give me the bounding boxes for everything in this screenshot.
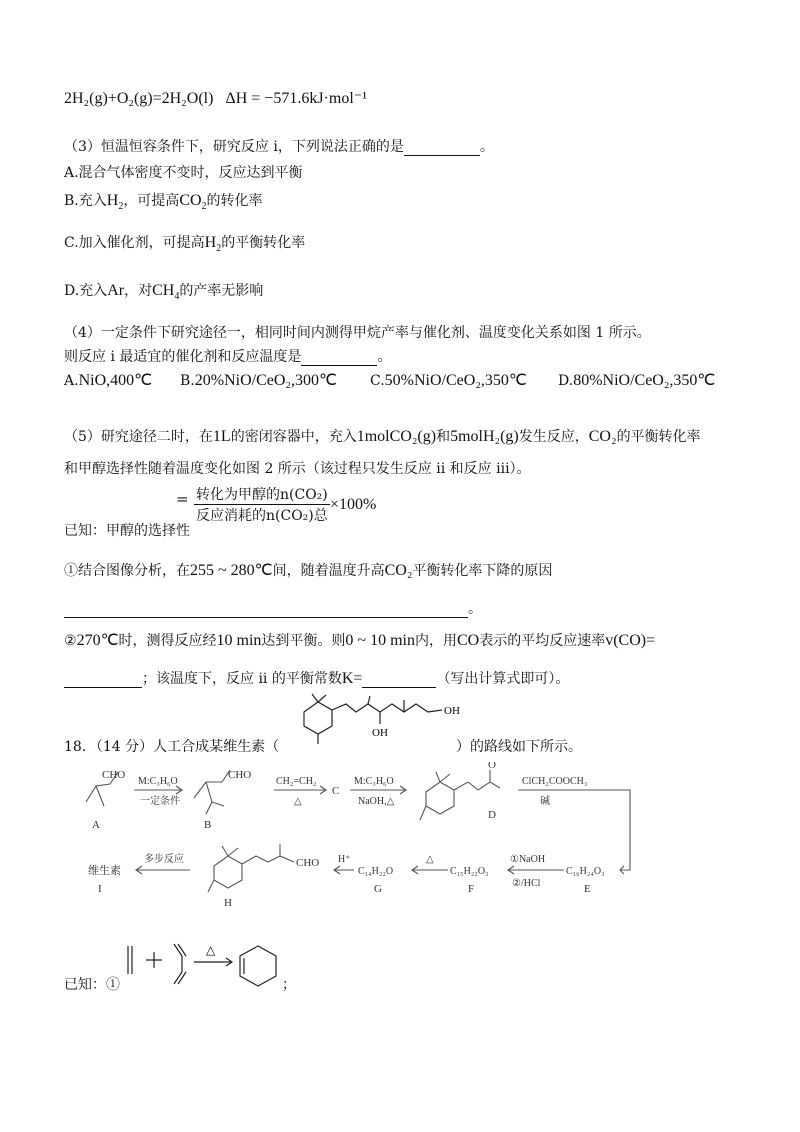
fraction-numerator: 转化为甲醇的n(CO₂) <box>194 484 330 505</box>
q3-option-c <box>64 232 305 254</box>
label-e: E <box>584 883 591 895</box>
reagent-e-f-bot: ②/HCl <box>512 878 541 889</box>
selectivity-fraction <box>194 484 330 525</box>
q5-s3-a: ；该温度下，反应 ii 的平衡常数 <box>142 671 342 687</box>
q5-s2-d: 10 min <box>216 632 262 649</box>
q4-c-text: 50%NiO/CeO₂,350℃ <box>384 372 527 389</box>
fraction-denominator: 反应消耗的n(CO₂)总 <box>196 508 328 524</box>
arrow-a-b <box>134 786 182 794</box>
q5-s2-f: 0 ~ 10 min <box>345 632 415 649</box>
q5-l1-f: 5molH₂(g) <box>450 428 519 445</box>
q3-stem-text: （3）恒温恒容条件下，研究反应 i，下列说法正确的是 <box>64 139 404 155</box>
q3-b-h2: $H_2$ <box>106 192 124 213</box>
q4-a-label: A. <box>64 373 79 389</box>
q3-d-ar: Ar <box>107 282 125 299</box>
q3-d-ch: CH <box>152 282 175 299</box>
q5-line2: 和甲醇选择性随着温度变化如图 2 所示（该过程只发生反应 ii 和反应 iii）。 <box>64 461 531 477</box>
label-h: H <box>224 897 232 909</box>
q4-a-text: NiO,400℃ <box>78 372 153 389</box>
vitamin-oh-end: OH <box>444 705 460 717</box>
label-i: I <box>98 883 102 895</box>
d-oxygen: O <box>488 762 496 771</box>
label-d: D <box>488 809 496 821</box>
reagent-e-f-top: ①NaOH <box>510 854 546 865</box>
q3-d-mid: ，对 <box>124 283 153 299</box>
q3-d-ch4: $CH_4$ <box>152 282 180 303</box>
q5-s2-c: 时，测得反应经 <box>118 633 217 649</box>
q4-c-label: C. <box>370 373 385 389</box>
arrow-h-i <box>136 866 190 874</box>
compound-h-skeleton <box>208 844 294 892</box>
reagent-f-g: △ <box>426 854 434 865</box>
vitamin-label: 维生素 <box>88 865 121 877</box>
q5-s1-b: 255 ~ 280℃ <box>190 562 273 579</box>
reagent-d-e-bot: 碱 <box>540 796 550 807</box>
q5-s1-e: 平衡转化率下降的原因 <box>412 563 553 579</box>
q4-option-b <box>180 370 337 390</box>
synthesis-route <box>64 762 644 912</box>
arrow-f-g <box>412 866 448 874</box>
q3-b-pre: B.充入 <box>64 193 107 209</box>
rate-blank[interactable] <box>64 673 142 688</box>
q18-head-right: ）的路线如下所示。 <box>456 739 582 755</box>
q4-option-a <box>64 370 152 390</box>
q3-d-post: 的产率无影响 <box>179 283 264 299</box>
q5-s2-h: CO <box>456 632 480 649</box>
q4-b-label: B. <box>180 373 195 389</box>
reagent-a-b-top: M:C₃H₆O <box>138 776 178 787</box>
q3-option-a: A.混合气体密度不变时，反应达到平衡 <box>64 165 303 181</box>
label-g: G <box>374 883 382 895</box>
fraction-tail: ×100% <box>330 496 377 513</box>
q3-stem-end: 。 <box>479 139 494 155</box>
reagent-b-c-bot: △ <box>294 796 302 807</box>
selectivity-label: 已知：甲醇的选择性 <box>64 523 190 539</box>
q5-line1 <box>64 426 701 446</box>
q3-b-co2: $CO_2$ <box>179 192 207 213</box>
q3-b-post: 的转化率 <box>206 193 263 209</box>
selectivity-eq: = <box>176 490 189 508</box>
reagent-g-h: H⁺ <box>338 854 351 865</box>
q4-option-c <box>370 370 527 390</box>
q18-head-left: 18．（14 分）人工合成某维生素（ <box>64 739 280 755</box>
arrow-b-c <box>274 786 326 794</box>
q4-option-d <box>558 370 715 390</box>
q5-sub1-end: 。 <box>468 601 482 617</box>
route-labels <box>88 762 605 909</box>
ethylene-icon <box>128 946 132 974</box>
reagent-h-i: 多步反应 <box>144 854 184 865</box>
label-a: A <box>92 819 100 831</box>
q5-s2-j: v(CO)= <box>605 632 656 649</box>
diels-alder-strokes <box>128 944 276 986</box>
q3-c-h2: $H_2$ <box>204 234 222 255</box>
q3-b-h: H <box>106 192 119 209</box>
reagent-b-c-top: CH₂=CH₂ <box>276 776 317 787</box>
q5-l1-i: 的平衡转化率 <box>616 429 701 445</box>
q5-s2-a: ② <box>64 633 77 649</box>
q4-d-label: D. <box>558 373 574 389</box>
q5-s1-c: 间，随着温度升高 <box>272 563 385 579</box>
q3-d-pre: D.充入 <box>64 283 108 299</box>
q5-sub3 <box>64 668 569 688</box>
q5-l1-a: （5）研究途径二时，在 <box>64 429 213 445</box>
q5-s1-d: CO₂ <box>384 562 413 579</box>
arrow-g-h <box>334 866 354 874</box>
q4-line2-text: 则反应 i 最适宜的催化剂和反应温度是 <box>64 349 302 365</box>
q3-b-mid: ，可提高 <box>123 193 180 209</box>
q5-sub1-blank[interactable] <box>64 603 468 618</box>
q4-line1: （4）一定条件下研究途径一，相同时间内测得甲烷产率与催化剂、温度变化关系如图 1 所示。 <box>64 325 651 341</box>
q5-s2-g: 内，用 <box>414 633 457 649</box>
label-c: C <box>332 785 340 797</box>
formula-f: C₁₅H₂₂O₃ <box>450 866 489 877</box>
reagent-a-b-bot: 一定条件 <box>140 796 180 807</box>
arrow-c-d <box>350 786 406 794</box>
arrow-e-f <box>508 866 564 874</box>
q4-line2 <box>64 346 391 366</box>
thermo-equation <box>64 88 367 108</box>
q5-s2-i: 表示的平均反应速率 <box>479 633 606 649</box>
h-cho: CHO <box>296 857 320 869</box>
q5-l1-d: 1molCO₂(g) <box>356 428 437 445</box>
formula-g: C₁₄H₂₂O <box>358 866 394 877</box>
vitamin-structure <box>290 692 460 748</box>
q5-l1-g: 发生反应， <box>518 429 589 445</box>
reagent-c-d-top: M:C₃H₆O <box>354 776 394 787</box>
vitamin-oh-mid: OH <box>372 727 388 739</box>
a-cho: CHO <box>102 769 126 781</box>
known-delta: △ <box>206 943 216 957</box>
q5-s1-a: ①结合图像分析，在 <box>64 563 190 579</box>
q3-c-pre: C.加入催化剂，可提高 <box>64 235 205 251</box>
q4-answer-blank[interactable] <box>301 351 377 366</box>
compound-b-skeleton <box>194 770 230 814</box>
q3-c-h: H <box>204 234 217 251</box>
q5-s2-b: 270℃ <box>76 632 119 649</box>
enthalpy-value: ΔH = −571.6kJ·mol⁻¹ <box>225 90 367 107</box>
q5-s3-b: K= <box>341 670 363 687</box>
label-f: F <box>468 883 475 895</box>
label-b: B <box>204 819 212 831</box>
known-label: 已知：① <box>64 977 120 993</box>
q5-s2-e: 达到平衡。则 <box>261 633 346 649</box>
q5-l1-h: CO₂ <box>588 428 617 445</box>
q4-b-text: 20%NiO/CeO₂,300℃ <box>194 372 337 389</box>
known-end: ； <box>282 977 296 993</box>
q4-d-text: 80%NiO/CeO₂,350℃ <box>573 372 716 389</box>
q5-l1-b: 1L <box>212 428 231 445</box>
q3-option-b <box>64 190 263 212</box>
q5-s3-c: （写出计算式即可）。 <box>436 671 570 687</box>
cyclohexene-icon <box>240 946 276 986</box>
q3-b-co: CO <box>179 192 202 209</box>
reaction-arrow-icon <box>194 958 232 966</box>
q5-l1-c: 的密闭容器中，充入 <box>230 429 357 445</box>
q5-l1-e: 和 <box>436 429 451 445</box>
formula-e: C₁₆H₂₄O₃ <box>566 866 605 877</box>
reagent-c-d-bot: NaOH,△ <box>358 796 395 807</box>
plus-icon <box>146 952 162 968</box>
q3-option-d <box>64 280 263 302</box>
q4-line2-end: 。 <box>377 349 392 365</box>
butadiene-icon <box>174 944 186 984</box>
reagent-d-e-top: ClCH₂COOCH₃ <box>522 776 588 787</box>
q5-sub2 <box>64 630 655 650</box>
diels-alder-scheme <box>122 932 292 992</box>
equation-lhs: 2H₂(g)+O₂(g)=2H₂O(l) <box>64 90 214 107</box>
q3-answer-blank[interactable] <box>404 141 480 156</box>
k-blank[interactable] <box>362 673 436 688</box>
q5-sub1-answer <box>64 598 482 618</box>
b-cho: CHO <box>228 769 252 781</box>
q5-sub1 <box>64 560 552 580</box>
q3-c-post: 的平衡转化率 <box>221 235 306 251</box>
q3-stem <box>64 136 494 156</box>
